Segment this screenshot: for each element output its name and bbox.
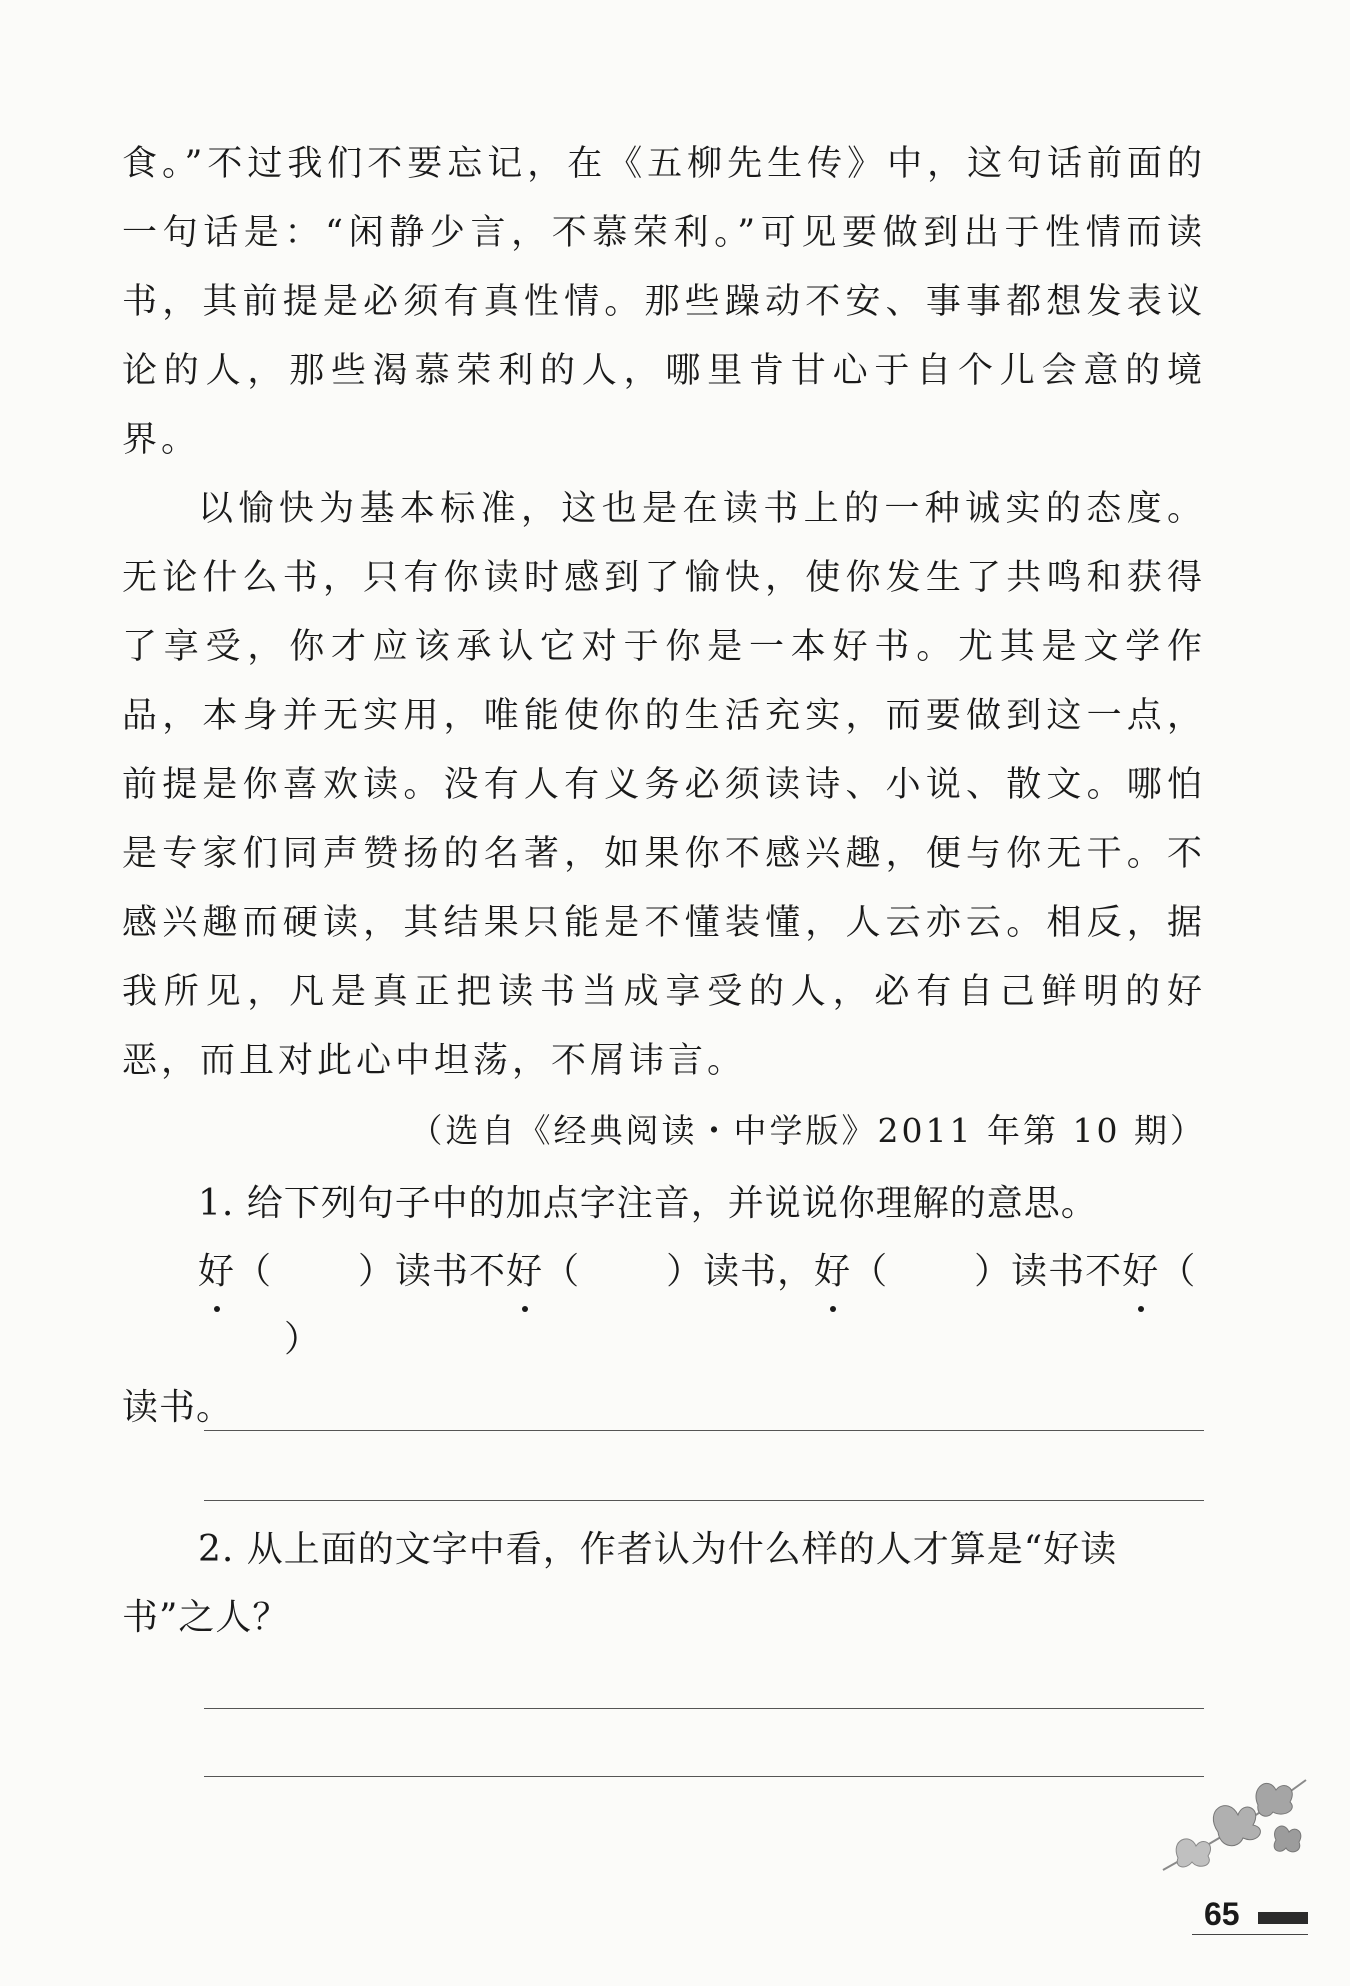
answer-line-q1-2[interactable]	[204, 1500, 1204, 1501]
open-paren: （	[543, 1251, 581, 1292]
question-1-tail: 读书。	[122, 1387, 234, 1428]
question-2-prompt-line-1: 2. 从上面的文字中看，作者认为什么样的人才算是“好读	[198, 1529, 1118, 1570]
dotted-character: 好	[814, 1238, 851, 1306]
sentence-segment: 读书，	[703, 1251, 815, 1292]
question-2	[122, 1516, 1206, 1652]
close-paren: ）	[284, 1319, 322, 1360]
page-number-bar	[1258, 1912, 1308, 1924]
passage-paragraph-2: 以愉快为基本标准，这也是在读书上的一种诚实的态度。无论什么书，只有你读时感到了愉快，使你发生了共鸣和获得了享受，你才应该承认它对于你是一本好书。尤其是文学作品，本身并无实用，唯能使你的生活充实，而要做到这一点，前提是你喜欢读。没有人有义务必须读诗、小说、散文。哪怕是专家们同声赞扬的名著，如果你不感兴趣，便与你无干。不感兴趣而硬读，其结果只能是不懂装懂，人云亦云。相反，据我所见，凡是真正把读书当成享受的人，必有自己鲜明的好恶，而且对此心中坦荡，不屑讳言。	[122, 489, 1206, 1081]
reading-passage	[122, 130, 1206, 1165]
page-number-rule	[1192, 1934, 1308, 1935]
leaf-branch-icon	[1158, 1770, 1308, 1880]
answer-line-q2-1[interactable]	[204, 1708, 1204, 1709]
dotted-character: 好	[506, 1238, 543, 1306]
question-1-prompt: 1. 给下列句子中的加点字注音，并说说你理解的意思。	[198, 1183, 1098, 1224]
passage-source: （选自《经典阅读・中学版》2011 年第 10 期）	[409, 1111, 1206, 1150]
close-paren: ）	[974, 1251, 1012, 1292]
passage-paragraph-1: 食。”不过我们不要忘记，在《五柳先生传》中，这句话前面的一句话是：“闲静少言，不慕荣利。”可见要做到出于性情而读书，其前提是必须有真性情。那些躁动不安、事事都想发表议论的人，那些渴慕荣利的人，哪里肯甘心于自个儿会意的境界。	[122, 144, 1206, 460]
answer-line-q2-2[interactable]	[204, 1776, 1204, 1777]
question-2-prompt-line-2: 书”之人？	[122, 1597, 290, 1638]
open-paren: （	[235, 1251, 273, 1292]
close-paren: ）	[358, 1251, 396, 1292]
open-paren: （	[851, 1251, 889, 1292]
answer-line-q1-1[interactable]	[204, 1430, 1204, 1431]
questions-section	[122, 1170, 1206, 1442]
dotted-character: 好	[1122, 1238, 1159, 1306]
page-number: 65	[1204, 1896, 1240, 1932]
sentence-segment: 读书不	[395, 1251, 507, 1292]
question-1-sentence	[122, 1238, 1206, 1374]
dotted-character: 好	[198, 1238, 235, 1306]
open-paren: （	[1159, 1251, 1197, 1292]
close-paren: ）	[666, 1251, 704, 1292]
sentence-segment: 读书不	[1011, 1251, 1123, 1292]
